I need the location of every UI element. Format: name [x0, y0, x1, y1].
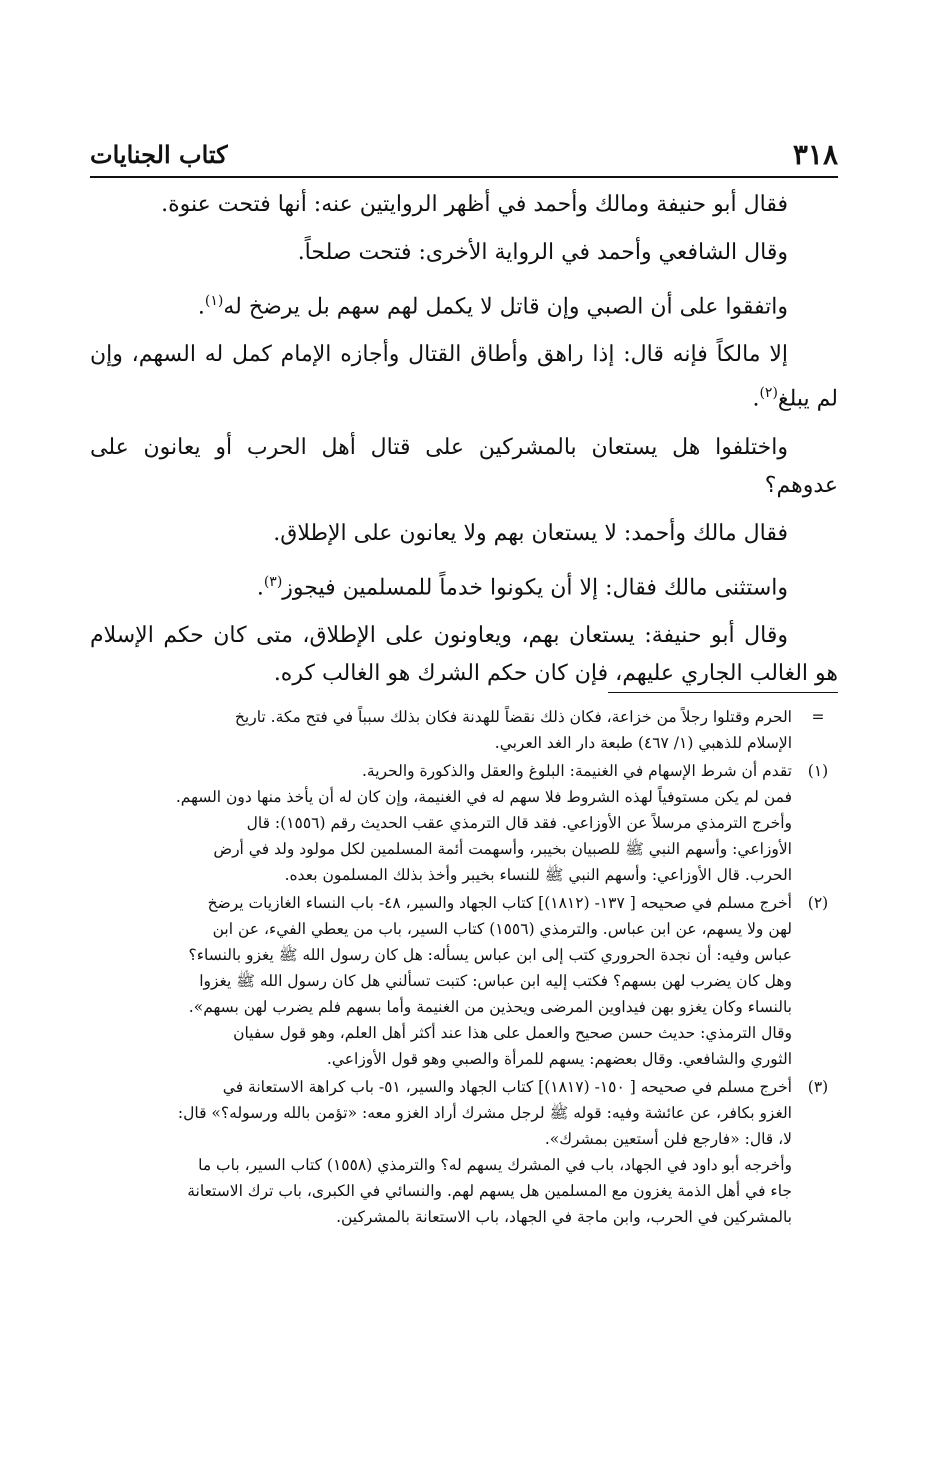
paragraph	[90, 282, 838, 326]
footnote-line: وأخرجه أبو داود في الجهاد، باب في المشرك يسهم له؟ والترمذي (١٥٥٨) كتاب السير، باب ما	[198, 1156, 792, 1174]
footnote-line: تقدم أن شرط الإسهام في الغنيمة: البلوغ والعقل والذكورة والحرية.	[361, 762, 792, 780]
header-rule	[90, 176, 838, 178]
footnote-line: لا، قال: «فارجع فلن أستعين بمشرك».	[544, 1130, 792, 1148]
footnote-separator	[608, 692, 838, 693]
footnote-line: الإسلام للذهبي (١/ ٤٦٧) طبعة دار الغد العربي.	[494, 734, 792, 752]
paragraph	[90, 234, 838, 272]
paragraph-text: وقال الشافعي وأحمد في الرواية الأخرى: فتحت صلحاً.	[297, 240, 788, 265]
footnote-line: وأخرج الترمذي مرسلاً عن الأوزاعي. فقد قال الترمذي عقب الحديث رقم (١٥٥٦): قال	[246, 814, 792, 832]
footnote-line: الثوري والشافعي. وقال بعضهم: يسهم للمرأة والصبي وهو قول الأوزاعي.	[326, 1050, 792, 1068]
footnote-ref[interactable]: (٢)	[759, 385, 778, 402]
footnote-ref[interactable]: (١)	[204, 293, 224, 309]
paragraph-tail: .	[256, 574, 264, 600]
footnote-mark: =	[811, 708, 825, 726]
footnote-mark: (١)	[807, 762, 829, 780]
main-text	[90, 186, 838, 703]
footnote	[88, 758, 838, 888]
footnote-line: لهن ولا يسهم، عن ابن عباس. والترمذي (١٥٥٦) كتاب السير، باب من يعطي الفيء، عن ابن	[212, 920, 792, 938]
footnote	[88, 1074, 838, 1230]
page-header	[90, 134, 838, 174]
paragraph-text: فقال مالك وأحمد: لا يستعان بهم ولا يعانون على الإطلاق.	[273, 520, 788, 546]
footnote-line: بالنساء وكان يغزو بهن فيداوين المرضى ويحذين من الغنيمة وأما بسهم فلم يضرب لهن بسهم».	[188, 998, 792, 1016]
footnote-line: الحرب. قال الأوزاعي: وأسهم النبي ﷺ للنساء بخيبر وأخذ بذلك المسلمون بعده.	[284, 866, 792, 884]
footnote	[88, 890, 838, 1072]
page-number: ٣١٨	[792, 138, 838, 171]
chapter-title: كتاب الجنايات	[90, 140, 228, 169]
paragraph-tail: .	[752, 386, 760, 412]
footnote-line: وهل كان يضرب لهن بسهم؟ فكتب إليه ابن عباس: كتبت تسألني هل كان رسول الله ﷺ يغزوا	[199, 972, 792, 990]
footnote-line: الغزو بكافر، عن عائشة وفيه: قوله ﷺ لرجل مشرك أراد الغزو معه: «تؤمن بالله ورسوله؟» قال:	[177, 1104, 792, 1122]
footnote-line: فمن لم يكن مستوفياً لهذه الشروط فلا سهم له في الغنيمة، وإن كان له أن يأخذ منها دون السهم.	[175, 788, 792, 806]
paragraph	[90, 429, 838, 505]
paragraph-text: واختلفوا هل يستعان بالمشركين على قتال أهل الحرب أو يعانون على عدوهم؟	[90, 434, 838, 498]
footnote-line: بالمشركين في الحرب، وابن ماجة في الجهاد، باب الاستعانة بالمشركين.	[336, 1208, 792, 1226]
paragraph-text: إلا مالكاً فإنه قال: إذا راهق وأطاق القتال وأجازه الإمام كمل له السهم، وإن لم يبلغ	[90, 342, 838, 412]
paragraph-text: فقال أبو حنيفة ومالك وأحمد في أظهر الروايتين عنه: أنها فتحت عنوة.	[161, 192, 788, 217]
footnote-line: الأوزاعي: وأسهم النبي ﷺ للصبيان بخيبر، وأسهمت أئمة المسلمين لكل مولود ولد في أرض	[213, 840, 792, 858]
footnote-mark: (٣)	[807, 1078, 829, 1096]
footnote-line: جاء في أهل الذمة يغزون مع المسلمين هل يسهم لهم. والنسائي في الكبرى، باب ترك الاستعانة	[187, 1182, 792, 1200]
paragraph	[90, 515, 838, 553]
footnote-line: أخرج مسلم في صحيحه [ ١٣٧- (١٨١٢)] كتاب الجهاد والسير، ٤٨- باب النساء الغازيات يرضخ	[207, 894, 792, 912]
footnotes	[88, 704, 838, 1232]
footnote-line: الحرم وقتلوا رجلاً من خزاعة، فكان ذلك نقضاً للهدنة فكان بذلك سبباً في فتح مكة. تاريخ	[234, 708, 792, 726]
footnote-line: عباس وفيه: أن نجدة الحروري كتب إلى ابن عباس يسأله: هل كان رسول الله ﷺ يغزو بالنساء؟	[188, 946, 792, 964]
paragraph-text: واستثنى مالك فقال: إلا أن يكونوا خدماً للمسلمين فيجوز	[282, 574, 788, 600]
paragraph-tail: .	[197, 294, 205, 320]
footnote-ref[interactable]: (٣)	[263, 573, 283, 590]
footnote	[88, 704, 838, 756]
paragraph	[90, 617, 838, 693]
footnote-line: وقال الترمذي: حديث حسن صحيح والعمل على هذا عند أكثر أهل العلم، وهو قول سفيان	[233, 1024, 792, 1042]
paragraph-text: وقال أبو حنيفة: يستعان بهم، ويعاونون على الإطلاق، متى كان حكم الإسلام هو الغالب الجاري عليهم، فإن كان حكم الشرك هو الغالب كره.	[90, 622, 838, 686]
paragraph-text: واتفقوا على أن الصبي وإن قاتل لا يكمل لهم سهم بل يرضخ له	[223, 294, 788, 320]
paragraph	[90, 563, 838, 607]
footnote-line: أخرج مسلم في صحيحه [ ١٥٠- (١٨١٧)] كتاب الجهاد والسير، ٥١- باب كراهة الاستعانة في	[222, 1078, 792, 1096]
footnote-mark: (٢)	[807, 894, 829, 912]
paragraph	[90, 186, 838, 224]
paragraph	[90, 336, 838, 418]
